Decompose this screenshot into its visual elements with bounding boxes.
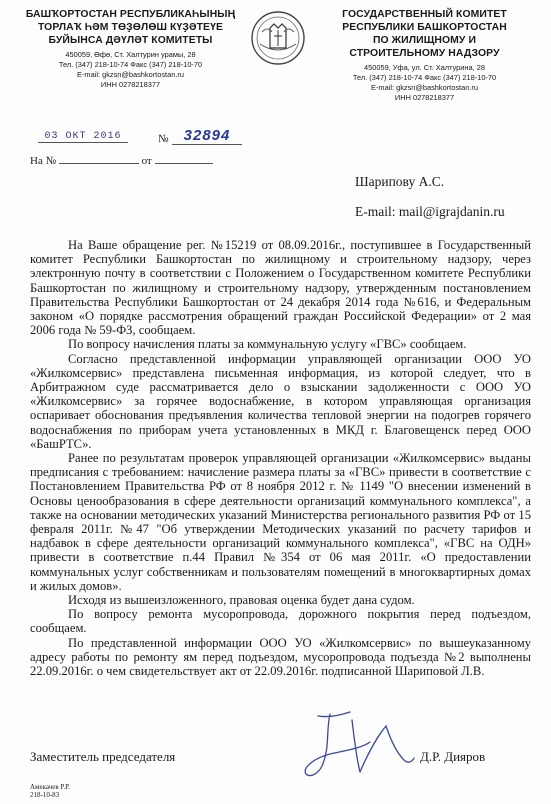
recipient-email: E-mail: mail@igrajdanin.ru — [355, 204, 505, 219]
phone-fax-russian: Тел. (347) 218-10-74 Факс (347) 218-10-70 — [352, 73, 497, 82]
executor-info — [30, 783, 70, 799]
paragraph-3: Согласно представленной информации управляющей организации ООО УО «Жилкомсервис» представлена письменная информация, из которой следует, что в Арбитражном суде рассматривается дело о взыскании задолженности с ООО УО «Жилкомсервис» за горячее водоснабжение, в котором управляющая организация оспаривает обоснования предъявления количества тепловой энергии на подогрев горячего водоснабжения по приборам учета установленных в МКД г. Благовещенск перед ООО «БашРТС». — [30, 351, 531, 451]
paragraph-7: По представленной информации ООО УО «Жилкомсервис» по вышеуказанному адресу работы по ремонту ям перед подъездом, мусоропровода подъезда №2 выполнены 22.09.2016г. о чем свидетельствует акт от 22.09.2016г. подписанной Шариповой Л.В. — [30, 635, 531, 679]
org-name-russian-1: ГОСУДАРСТВЕННЫЙ КОМИТЕТ — [342, 9, 507, 20]
coat-of-arms-emblem — [250, 10, 306, 66]
signatory-name: Д.Р. Дияров — [420, 749, 486, 764]
email-russian: E-mail: gkzsn@bashkortostan.ru — [371, 83, 478, 92]
number-mark: № — [158, 133, 169, 145]
org-name-bashkir-3: БУЙЫНСА ДӘҮЛӘТ КОМИТЕТЫ — [48, 35, 213, 46]
address-russian: 450059, Уфа, ул. Ст. Халтурина, 28 — [364, 63, 485, 72]
inn-russian: ИНН 0278218377 — [394, 93, 455, 102]
reply-number-blank — [59, 163, 139, 164]
reply-prefix: На № — [30, 155, 57, 167]
paragraph-2: По вопросу начисления платы за коммунальную услугу «ГВС» сообщаем. — [68, 337, 467, 352]
address-bashkir: 450059, Өфө, Ст. Халтурин урамы, 28 — [65, 50, 196, 59]
org-name-bashkir-2: ТОРЛАҠ ҺӘМ ТӨҘӨЛӨШ КҮҘӘТЕҮЕ — [37, 22, 223, 33]
paragraph-4: Ранее по результатам проверок управляющей организации «Жилкомсервис» выданы предписания с требованием: начисление размера платы за «ГВС» привести в соответствие с Постановлением Правительства РФ от 8 ноября 2012 г. № 1149 "О внесении изменений в Основы ценообразования в сфере деятельности организаций коммунального комплекса", а также на основании методических указаний Министерства регионального развития РФ от 15 февраля 2011г. №47 "Об утверждении Методических указаний по расчету тарифов и надбавок в сфере деятельности организаций коммунального комплекса", «ГВС на ОДН» привести в соответствие п.44 Правил №354 от 06 мая 2011г. «О предоставлении коммунальных услуг собственникам и пользователям помещений в многоквартирных домах и жилых домов». — [30, 451, 531, 593]
date-stamp: 03 ОКТ 2016 — [38, 131, 128, 143]
inn-bashkir: ИНН 0278218377 — [100, 80, 161, 89]
email-bashkir: E-mail: gkzsn@bashkortostan.ru — [77, 70, 184, 79]
org-name-bashkir-1: БАШҠОРТОСТАН РЕСПУБЛИКАҺЫНЫҢ — [25, 9, 236, 20]
executor-name: Амекачев Р.Р. — [30, 783, 70, 791]
letterhead-russian — [312, 8, 537, 103]
paragraph-1: На Ваше обращение рег. №15219 от 08.09.2016г., поступившее в Государственный комитет Республики Башкортостан по жилищному и строительному надзору, через электронную почту в соответствии с Положением о Государственном комитете Республики Башкортостан по жилищному и строительному надзору, утвержденным постановлением Правительства Республики Башкортостан от 24 декабря 2014 года №616, и Федеральным законом «О порядке рассмотрения обращений граждан Российской Федерации» от 2 мая 2006 года № 59-ФЗ, сообщаем. — [30, 238, 531, 338]
org-name-russian-2: РЕСПУБЛИКИ БАШКОРТОСТАН — [342, 22, 507, 33]
org-name-russian-4: СТРОИТЕЛЬНОМУ НАДЗОРУ — [349, 48, 500, 59]
recipient-name: Шарипову А.С. — [355, 174, 445, 189]
letterhead-bashkir — [18, 8, 243, 90]
org-name-russian-3: ПО ЖИЛИЩНОМУ И — [372, 35, 477, 46]
paragraph-6: По вопросу ремонта мусоропровода, дорожного покрытия перед подъездом, сообщаем. — [30, 607, 531, 636]
signatory-title: Заместитель председателя — [30, 749, 176, 764]
registration-number: 32894 — [172, 127, 242, 145]
paragraph-5: Исходя из вышеизложенного, правовая оценка будет дана судом. — [68, 593, 415, 608]
letter-body — [30, 238, 531, 678]
phone-fax-bashkir: Тел. (347) 218-10-74 Факс (347) 218-10-70 — [58, 60, 203, 69]
executor-phone: 218-10-83 — [30, 791, 60, 799]
handwritten-signature — [300, 708, 420, 786]
reply-reference-line — [30, 155, 213, 167]
reply-from-label: от — [141, 155, 152, 167]
reply-date-blank — [155, 163, 213, 164]
